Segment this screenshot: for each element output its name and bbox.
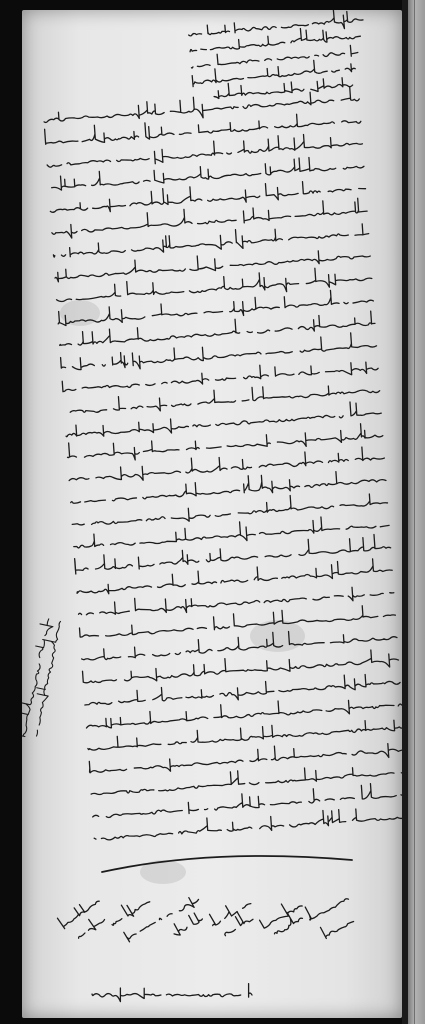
handwritten-line (43, 197, 367, 240)
handwritten-line (22, 619, 64, 742)
handwritten-line (187, 57, 356, 87)
handwritten-line (56, 264, 373, 307)
handwritten-line (218, 907, 253, 936)
witness-signatures (57, 856, 359, 945)
handwritten-line (303, 887, 349, 920)
handwritten-line (57, 287, 374, 328)
handwritten-line (189, 23, 361, 54)
handwritten-line (22, 617, 54, 738)
handwritten-line (70, 466, 387, 507)
handwritten-line (92, 781, 402, 820)
adjacent-page-rule (414, 0, 415, 1024)
handwritten-line (213, 73, 353, 101)
handwritten-line (43, 86, 360, 129)
handwritten-line (62, 357, 378, 395)
handwritten-line (45, 153, 364, 191)
handwritten-line (81, 692, 402, 732)
handwritten-line (81, 624, 397, 662)
handwritten-line (57, 893, 100, 928)
handwritten-line (73, 912, 106, 940)
handwritten-line (79, 603, 395, 640)
handwritten-line (92, 984, 252, 1002)
handwritten-line (65, 512, 389, 554)
handwritten-line (76, 558, 392, 597)
witness-divider-stroke (102, 856, 352, 872)
handwritten-line (68, 445, 385, 486)
handwriting-layer (22, 10, 402, 1018)
handwritten-line (87, 716, 402, 752)
handwritten-line (48, 220, 369, 262)
handwritten-line (170, 911, 204, 938)
handwritten-line (65, 400, 382, 440)
handwritten-line (71, 489, 388, 530)
handwritten-line (93, 804, 402, 843)
handwritten-line (62, 378, 380, 417)
header-note (182, 10, 369, 103)
handwritten-line (89, 737, 402, 778)
handwritten-line (258, 895, 303, 929)
handwritten-line (67, 421, 384, 464)
handwritten-line (78, 580, 394, 620)
handwritten-line (59, 310, 375, 349)
handwritten-line (317, 912, 355, 940)
handwritten-line (186, 42, 358, 70)
handwritten-line (54, 244, 370, 282)
handwritten-line (157, 894, 201, 925)
handwritten-line (82, 647, 399, 689)
adjacent-page-edge (408, 0, 425, 1024)
handwritten-line (90, 759, 402, 797)
bottom-signature (92, 984, 252, 1002)
handwritten-line (106, 892, 152, 928)
handwritten-line (49, 175, 366, 216)
margin-note (22, 617, 64, 742)
main-body-text (35, 86, 402, 844)
handwritten-line (74, 533, 391, 573)
handwritten-line (124, 916, 157, 942)
